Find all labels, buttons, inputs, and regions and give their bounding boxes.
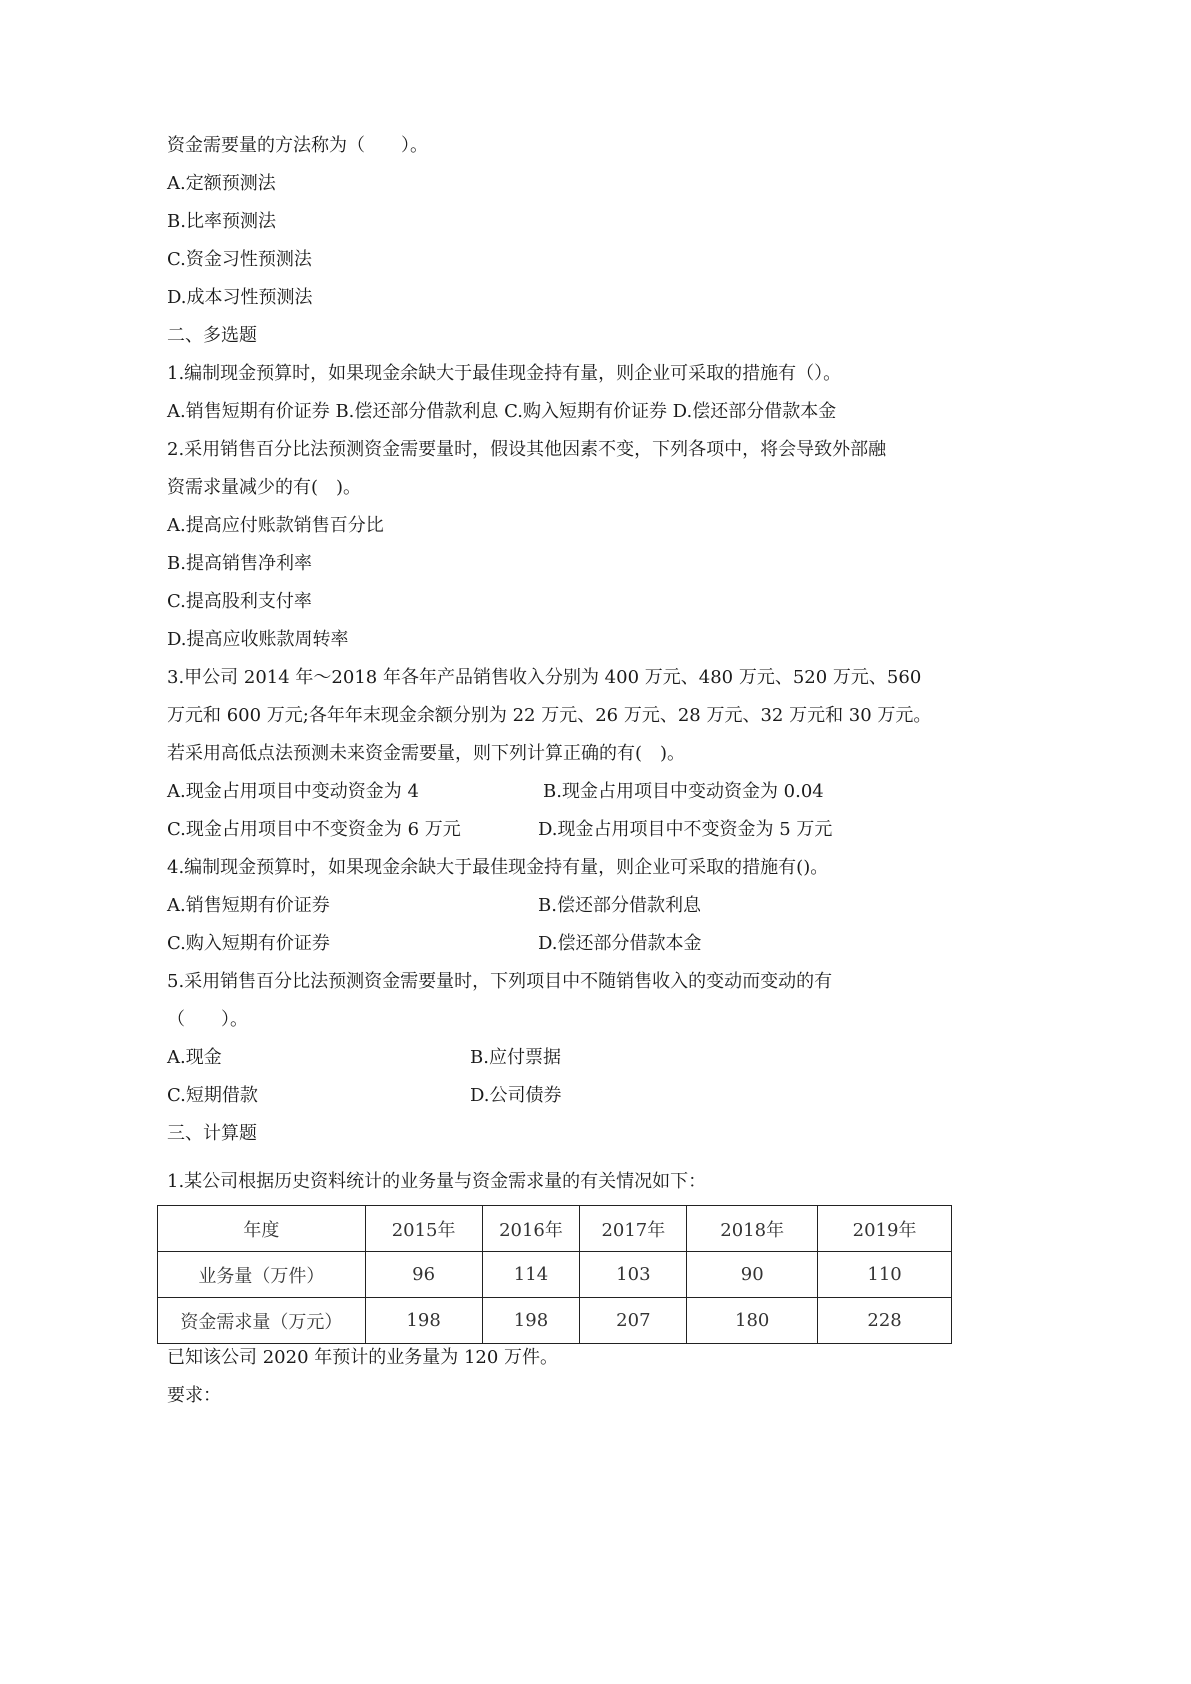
section-heading-calculation: 三、计算题 [167,1123,257,1144]
table-cell: 2018年 [687,1206,818,1252]
data-table [157,1205,952,1344]
requirements-label: 要求： [167,1385,221,1406]
given-info: 已知该公司 2020 年预计的业务量为 120 万件。 [167,1347,559,1368]
question-5-continuation: （ ）。 [167,1009,248,1030]
option-c: C.短期借款 [167,1085,258,1106]
question-4: 4.编制现金预算时，如果现金余缺大于最佳现金持有量，则企业可采取的措施有()。 [167,857,829,878]
table-cell: 年度 [158,1206,366,1252]
table-cell: 198 [482,1298,580,1344]
option-d: D.成本习性预测法 [167,287,313,308]
table-header-row [158,1206,952,1252]
option-d: D.偿还部分借款本金 [538,933,702,954]
option-b: B.现金占用项目中变动资金为 0.04 [543,781,824,802]
question-5: 5.采用销售百分比法预测资金需要量时，下列项目中不随销售收入的变动而变动的有 [167,971,833,992]
option-c: C.购入短期有价证券 [167,933,330,954]
question-1-options: A.销售短期有价证券 B.偿还部分借款利息 C.购入短期有价证券 D.偿还部分借款本金 [167,401,837,422]
option-b: B.提高销售净利率 [167,553,312,574]
option-a: A.销售短期有价证券 [167,895,330,916]
question-2-continuation: 资需求量减少的有( )。 [167,477,362,498]
option-b: B.应付票据 [470,1047,561,1068]
question-3-continuation: 万元和 600 万元;各年年末现金余额分别为 22 万元、26 万元、28 万元、32 万元和 30 万元。 [167,705,932,726]
option-d: D.提高应收账款周转率 [167,629,349,650]
question-3: 3.甲公司 2014 年～2018 年各年产品销售收入分别为 400 万元、480 万元、520 万元、560 [167,667,922,688]
option-c: C.提高股利支付率 [167,591,312,612]
question-1: 1.编制现金预算时，如果现金余缺大于最佳现金持有量，则企业可采取的措施有（）。 [167,363,842,384]
table-row [158,1252,952,1298]
table-cell: 96 [365,1252,482,1298]
option-a: A.现金 [167,1047,222,1068]
option-d: D.现金占用项目中不变资金为 5 万元 [538,819,833,840]
table-cell: 业务量（万件） [158,1252,366,1298]
option-a: A.提高应付账款销售百分比 [167,515,384,536]
table-cell: 228 [818,1298,952,1344]
section-heading-multi-choice: 二、多选题 [167,325,257,346]
table-cell: 110 [818,1252,952,1298]
table-cell: 198 [365,1298,482,1344]
table-cell: 207 [580,1298,687,1344]
table-cell: 2015年 [365,1206,482,1252]
question-stem-continuation: 资金需要量的方法称为（ ）。 [167,135,428,156]
option-b: B.比率预测法 [167,211,276,232]
table-cell: 资金需求量（万元） [158,1298,366,1344]
option-d: D.公司债券 [470,1085,562,1106]
question-2: 2.采用销售百分比法预测资金需要量时，假设其他因素不变，下列各项中，将会导致外部融 [167,439,887,460]
calc-question-1: 1.某公司根据历史资料统计的业务量与资金需求量的有关情况如下： [167,1171,707,1192]
table-cell: 114 [482,1252,580,1298]
option-b: B.偿还部分借款利息 [538,895,701,916]
table-cell: 180 [687,1298,818,1344]
table-cell: 90 [687,1252,818,1298]
option-c: C.现金占用项目中不变资金为 6 万元 [167,819,461,840]
table-cell: 2019年 [818,1206,952,1252]
table-cell: 103 [580,1252,687,1298]
table-row [158,1298,952,1344]
table-cell: 2017年 [580,1206,687,1252]
option-a: A.定额预测法 [167,173,276,194]
question-3-continuation: 若采用高低点法预测未来资金需要量，则下列计算正确的有( )。 [167,743,686,764]
table-cell: 2016年 [482,1206,580,1252]
option-a: A.现金占用项目中变动资金为 4 [167,781,419,802]
option-c: C.资金习性预测法 [167,249,312,270]
